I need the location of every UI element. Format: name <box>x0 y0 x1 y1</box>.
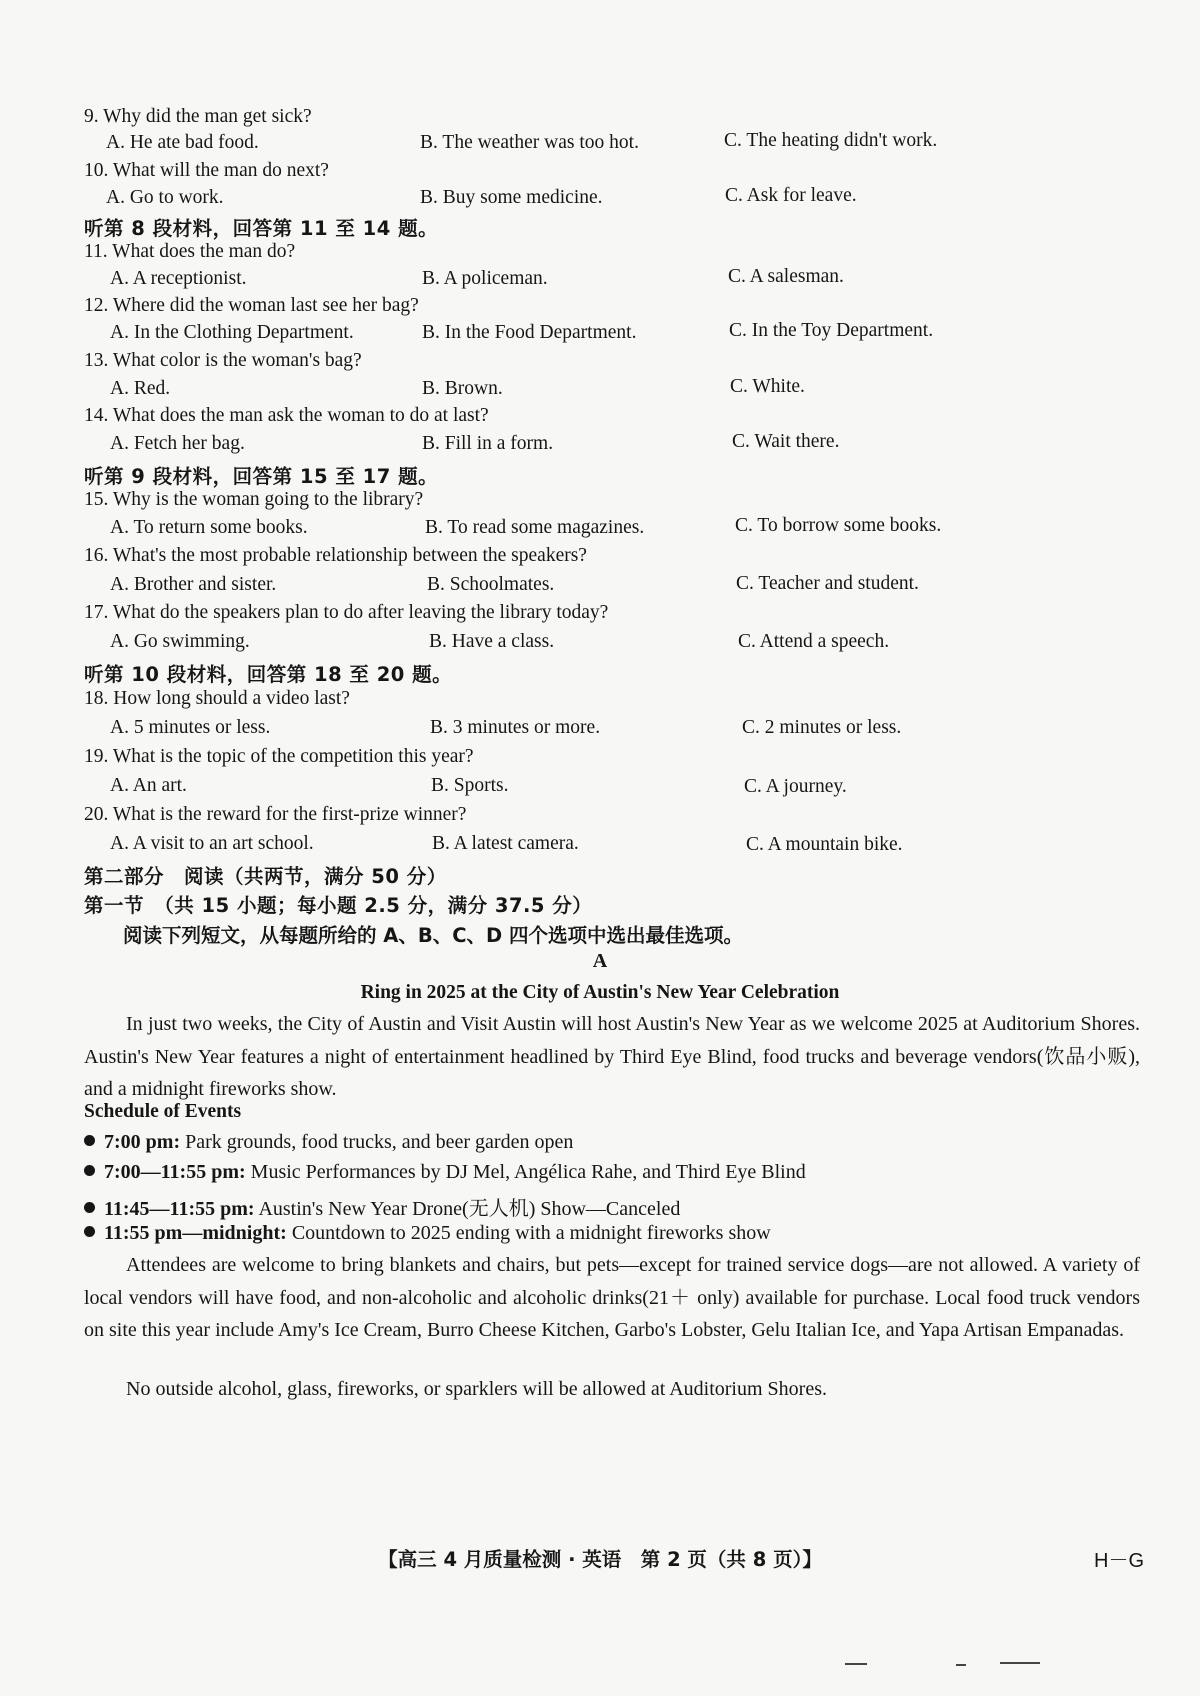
scan-artifact <box>1000 1662 1040 1664</box>
part-two-heading: 第二部分 阅读（共两节，满分 50 分） <box>84 865 447 888</box>
question-stem: 11. What does the man do? <box>84 241 296 262</box>
question-stem: 16. What's the most probable relationship between the speakers? <box>84 545 587 566</box>
option-c: C. A mountain bike. <box>746 834 903 855</box>
option-a: A. A receptionist. <box>110 268 247 289</box>
paragraph-text: In just two weeks, the City of Austin and Visit Austin will host Austin's New Year as we welcome 2025 at Auditorium Shores. Austin's New Year features a night of entertainment headlined by Third Eye Blind, food trucks and beverage vendors(饮品小贩), and a midnight fireworks show. <box>84 1013 1140 1100</box>
schedule-item <box>84 1222 771 1245</box>
schedule-text: Austin's New Year Drone(无人机) Show—Canceled <box>254 1198 681 1220</box>
option-b: B. Sports. <box>431 775 509 796</box>
passage-paragraph-2 <box>84 1249 1140 1347</box>
paper-code: H－G <box>1094 1550 1144 1572</box>
passage-title: Ring in 2025 at the City of Austin's New Year Celebration <box>360 982 840 1003</box>
option-b: B. Have a class. <box>429 631 555 652</box>
schedule-time: 11:45—11:55 pm: <box>104 1198 255 1220</box>
schedule-text: Countdown to 2025 ending with a midnight fireworks show <box>286 1222 771 1244</box>
bullet-icon <box>84 1165 95 1176</box>
option-b: B. Buy some medicine. <box>420 187 603 208</box>
schedule-item <box>84 1192 680 1221</box>
page-footer: 【高三 4 月质量检测 · 英语 第 2 页（共 8 页）】 <box>378 1548 822 1571</box>
schedule-time: 11:55 pm—midnight: <box>104 1222 287 1244</box>
listening-section-header: 听第 8 段材料，回答第 11 至 14 题。 <box>84 217 439 240</box>
option-c: C. Attend a speech. <box>738 631 890 652</box>
question-stem: 12. Where did the woman last see her bag? <box>84 295 419 316</box>
option-b: B. The weather was too hot. <box>420 132 639 153</box>
question-stem: 10. What will the man do next? <box>84 160 329 181</box>
option-c: C. White. <box>730 376 805 397</box>
bullet-icon <box>84 1135 95 1146</box>
schedule-time: 7:00 pm: <box>104 1131 181 1153</box>
option-a: A. He ate bad food. <box>106 132 259 153</box>
option-c: C. Wait there. <box>732 431 840 452</box>
question-stem: 9. Why did the man get sick? <box>84 106 312 127</box>
option-a: A. A visit to an art school. <box>110 833 314 854</box>
question-stem: 20. What is the reward for the first-prize winner? <box>84 804 467 825</box>
option-a: A. In the Clothing Department. <box>110 322 354 343</box>
passage-paragraph-3 <box>84 1373 1140 1406</box>
option-c: C. The heating didn't work. <box>724 130 938 151</box>
question-stem: 17. What do the speakers plan to do after leaving the library today? <box>84 602 609 623</box>
scan-artifact <box>956 1664 966 1666</box>
option-a: A. Go swimming. <box>110 631 250 652</box>
section-one-heading: 第一节 （共 15 小题；每小题 2.5 分，满分 37.5 分） <box>84 894 593 917</box>
question-stem: 18. How long should a video last? <box>84 688 350 709</box>
option-a: A. Fetch her bag. <box>110 433 245 454</box>
option-b: B. Fill in a form. <box>422 433 554 454</box>
bullet-icon <box>84 1226 95 1237</box>
scan-artifact <box>845 1663 867 1665</box>
paragraph-text: No outside alcohol, glass, fireworks, or sparklers will be allowed at Auditorium Shores. <box>126 1378 827 1400</box>
option-b: B. Brown. <box>422 378 503 399</box>
option-a: A. Go to work. <box>106 187 224 208</box>
option-a: A. 5 minutes or less. <box>110 717 271 738</box>
option-c: C. In the Toy Department. <box>729 320 934 341</box>
option-b: B. 3 minutes or more. <box>430 717 601 738</box>
option-a: A. Red. <box>110 378 171 399</box>
listening-section-header: 听第 10 段材料，回答第 18 至 20 题。 <box>84 663 453 686</box>
option-a: A. To return some books. <box>110 517 308 538</box>
option-c: C. Teacher and student. <box>736 573 919 594</box>
option-c: C. 2 minutes or less. <box>742 717 902 738</box>
option-b: B. To read some magazines. <box>425 517 645 538</box>
option-b: B. A policeman. <box>422 268 548 289</box>
schedule-title: Schedule of Events <box>84 1101 242 1122</box>
schedule-text: Park grounds, food trucks, and beer garden open <box>180 1131 574 1153</box>
option-c: C. Ask for leave. <box>725 185 857 206</box>
reading-instruction: 阅读下列短文，从每题所给的 A、B、C、D 四个选项中选出最佳选项。 <box>123 924 744 947</box>
schedule-text: Music Performances by DJ Mel, Angélica Rahe, and Third Eye Blind <box>245 1161 806 1183</box>
question-stem: 19. What is the topic of the competition this year? <box>84 746 474 767</box>
schedule-item <box>84 1161 806 1184</box>
question-stem: 13. What color is the woman's bag? <box>84 350 362 371</box>
bullet-icon <box>84 1202 95 1213</box>
question-stem: 15. Why is the woman going to the library? <box>84 489 424 510</box>
question-stem: 14. What does the man ask the woman to do at last? <box>84 405 489 426</box>
option-b: B. A latest camera. <box>432 833 579 854</box>
listening-section-header: 听第 9 段材料，回答第 15 至 17 题。 <box>84 465 439 488</box>
option-c: C. A journey. <box>744 776 847 797</box>
option-b: B. Schoolmates. <box>427 574 555 595</box>
passage-letter: A <box>592 950 608 972</box>
option-a: A. Brother and sister. <box>110 574 277 595</box>
passage-intro-paragraph <box>84 1008 1140 1106</box>
option-c: C. To borrow some books. <box>735 515 942 536</box>
schedule-item <box>84 1131 573 1154</box>
option-a: A. An art. <box>110 775 187 796</box>
option-b: B. In the Food Department. <box>422 322 637 343</box>
paragraph-text: Attendees are welcome to bring blankets and chairs, but pets—except for trained service dogs—are not allowed. A variety of local vendors will have food, and non-alcoholic and alcoholic drinks(21＋ only) available for purchase. Local food truck vendors on site this year include Amy's Ice Cream, Burro Cheese Kitchen, Garbo's Lobster, Gelu Italian Ice, and Yapa Artisan Empanadas. <box>84 1254 1140 1341</box>
schedule-time: 7:00—11:55 pm: <box>104 1161 246 1183</box>
option-c: C. A salesman. <box>728 266 844 287</box>
